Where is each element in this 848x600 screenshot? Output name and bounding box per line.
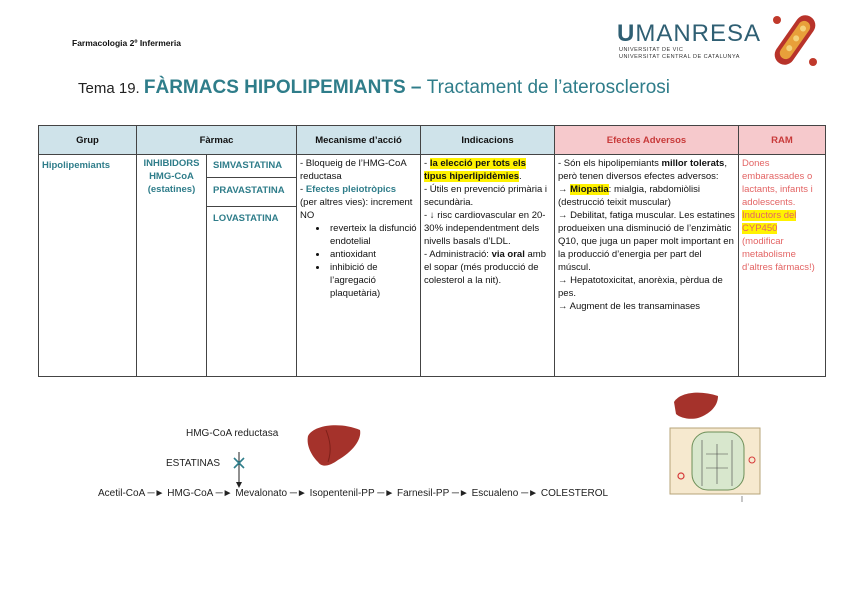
mechanism-cell: - Bloqueig de l’HMG-CoA reductasa - Efectes pleiotròpics (per altres vies): increment NO • reverteix la disfunció endotelial • antioxidant • inhibició de l’agregació plaquetària) (297, 155, 421, 377)
step-mevalonato: Mevalonato (235, 488, 288, 499)
step-escualeno: Escualeno (471, 488, 519, 499)
group-cell: Hipolipemiants (39, 155, 137, 377)
course-label: Farmacologia 2º Infermeria (72, 38, 181, 48)
drug-lovastatina: LOVASTATINA (213, 213, 279, 224)
ram-cell: Dones embarassades o lactants, infants i adolescents. Inductors del CYP450 (modificar metabolisme d’altres fàrmacs!) (739, 155, 826, 377)
header-efectes: Efectes Adversos (555, 126, 739, 155)
drug-simvastatina: SIMVASTATINA (207, 155, 296, 178)
drug-pravastatina: PRAVASTATINA (207, 178, 296, 207)
pathway-steps: Acetil-CoA ─► HMG-CoA ─► Mevalonato ─► Isopentenil-PP ─► Farnesil-PP ─► Escualeno ─► COLESTEROL (98, 488, 609, 499)
header-ram: RAM (739, 126, 826, 155)
liver-icon (304, 422, 364, 470)
header-grup: Grup (39, 126, 137, 155)
university-logo (617, 14, 817, 74)
cholesterol-pathway (0, 380, 848, 520)
header-farmac: Fàrmac (137, 126, 297, 155)
table-header-row (39, 126, 826, 155)
hepatocyte-illustration-icon (666, 388, 768, 504)
statin-label: ESTATINAS (166, 458, 221, 469)
step-colesterol: COLESTEROL (540, 488, 609, 499)
enzyme-label: HMG-CoA reductasa (186, 428, 279, 439)
header-indicacions: Indicacions (421, 126, 555, 155)
table-row (39, 155, 826, 377)
step-farnesil-pp: Farnesil-PP (397, 488, 450, 499)
step-isopentenil-pp: Isopentenil-PP (309, 488, 375, 499)
inhibitor-class-cell: INHIBIDORS HMG-CoA (estatines) (137, 155, 207, 377)
adverse-effects-cell: - Són els hipolipemiants millor tolerats, però tenen diversos efectes adversos: → Miopatia: mialgia, rabdomiòlisi (destrucció teixit muscular) → Debilitat, fatiga muscular. Les estatines produeixen una disminució de l’enzimàtic Q10, que juga un paper molt important en la producció d’energia per part del múscul. → Hepatotoxicitat, anorèxia, pèrdua de pes. → Augment de les transaminases (555, 155, 739, 377)
molecule-logo-icon (769, 10, 821, 70)
indications-cell: - la elecció per tots els tipus hiperlipidèmies. - Útils en prevenció primària i secundària. - ↓ risc cardiovascular en 20-30% independentment dels nivells basals d’LDL. - Administració: via oral amb el sopar (més producció de colesterol a la nit). (421, 155, 555, 377)
logo-subtitle: UNIVERSITAT DE VIC UNIVERSITAT CENTRAL DE CATALUNYA (619, 47, 740, 60)
step-hmg-coa: HMG-CoA (167, 488, 213, 499)
logo-wordmark: UMANRESA (617, 20, 762, 47)
drug-list-cell (207, 155, 297, 377)
header-mecanisme: Mecanisme d’acció (297, 126, 421, 155)
page-title: Tema 19. FÀRMACS HIPOLIPEMIANTS – Tractament de l’aterosclerosi (78, 77, 671, 98)
drug-table (38, 125, 826, 377)
step-acetil-coa: Acetil-CoA (98, 488, 145, 499)
